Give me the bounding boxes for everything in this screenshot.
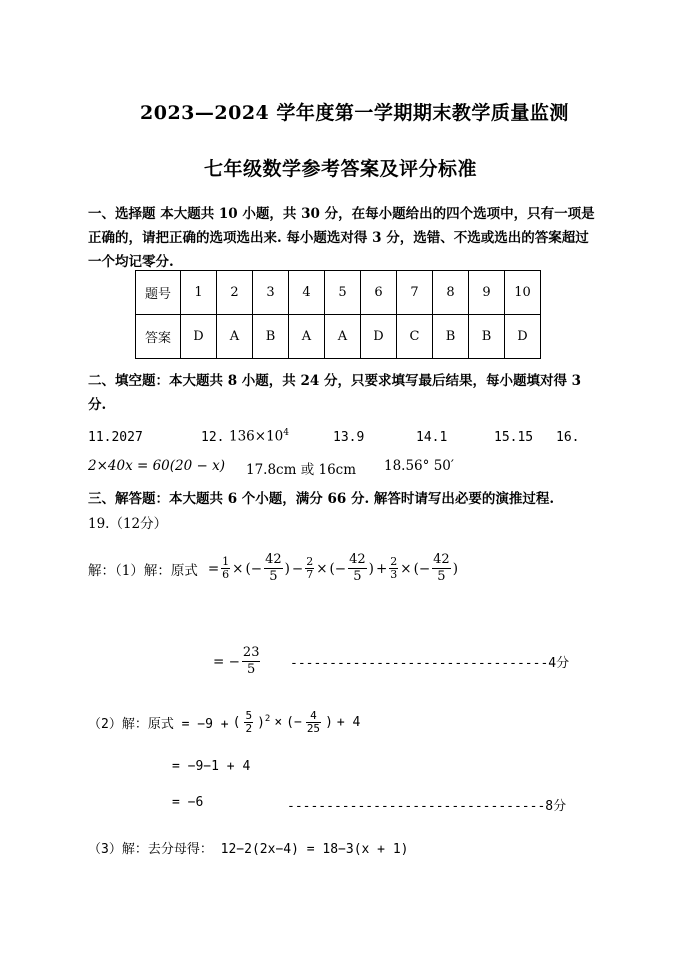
table-row-numbers — [136, 271, 541, 315]
table-cell: 7 — [397, 271, 433, 315]
table-cell: 2 — [217, 271, 253, 315]
answer-18: 18.56° 50′ — [384, 458, 454, 474]
table-cell: B — [253, 315, 289, 359]
part3-line: （3）解：去分母得： 12−2(2x−4) = 18−3(x + 1) — [88, 842, 409, 857]
fraction-2-7: $\frac{2}{7}$ — [306, 555, 314, 581]
table-cell: B — [469, 315, 505, 359]
dash-line-2: ---------------------------------8分 — [287, 799, 567, 814]
fraction-42-5: $\frac{42}{5}$ — [265, 552, 282, 584]
fraction-4-25: $\frac{4}{25}$ — [306, 709, 321, 735]
section1-line1: 一、选择题 本大题共 10 小题，共 30 分，在每小题给出的四个选项中，只有一项是 — [88, 206, 595, 222]
score-4: 4分 — [548, 656, 570, 671]
table-cell: 4 — [289, 271, 325, 315]
table-cell: D — [181, 315, 217, 359]
answer-12-label: 12. — [201, 430, 225, 445]
answer-table — [135, 270, 541, 359]
fraction-5-2: $\frac{5}{2}$ — [245, 709, 253, 735]
table-cell: 10 — [505, 271, 541, 315]
answer-12: $136\times 10^4$ — [229, 428, 289, 445]
section2-line1: 二、填空题：本大题共 8 小题，共 24 分，只要求填写最后结果，每小题填对得 3 — [88, 373, 582, 389]
table-cell: A — [289, 315, 325, 359]
table-cell-label: 答案 — [136, 315, 181, 359]
table-cell: 6 — [361, 271, 397, 315]
table-cell: A — [325, 315, 361, 359]
question-19-header: 19.（12分） — [88, 516, 168, 532]
answer-16-label: 16. — [556, 430, 580, 445]
part1-label: 解：（1）解：原式 — [88, 562, 198, 579]
table-cell: C — [397, 315, 433, 359]
table-row-answers — [136, 315, 541, 359]
answer-13: 13.9 — [333, 430, 365, 445]
fraction-42-5: $\frac{42}{5}$ — [433, 552, 450, 584]
fraction-2-3: $\frac{2}{3}$ — [390, 555, 398, 581]
fraction-23-5: $\frac{23}{5}$ — [242, 645, 260, 677]
part2-step2: = −9−1 + 4 — [172, 759, 251, 774]
table-cell: 1 — [181, 271, 217, 315]
score-8: 8分 — [545, 799, 567, 814]
section3-line1: 三、解答题：本大题共 6 个小题，满分 66 分. 解答时请写出必要的演推过程. — [88, 491, 555, 507]
title-line-1: 2023—2024 学年度第一学期期末教学质量监测 — [140, 102, 569, 124]
dash-line-1: ---------------------------------4分 — [290, 656, 570, 671]
answer-17: 17.8cm 或 16cm — [246, 462, 357, 478]
table-cell: A — [217, 315, 253, 359]
section1-line2: 正确的，请把正确的选项选出来. 每小题选对得 3 分，选错、不选或选出的答案超过 — [88, 230, 589, 246]
table-cell: 9 — [469, 271, 505, 315]
table-cell: 8 — [433, 271, 469, 315]
part2-step3: = −6 — [172, 795, 204, 810]
table-cell-label: 题号 — [136, 271, 181, 315]
answer-16: 2×40x = 60(20 − x) — [88, 458, 225, 474]
fraction-1-6: $\frac{1}{6}$ — [222, 555, 230, 581]
title-line-2: 七年级数学参考答案及评分标准 — [204, 158, 478, 180]
section2-line2: 分. — [88, 397, 107, 413]
section1-line3: 一个均记零分. — [88, 254, 174, 270]
answer-15: 15.15 — [494, 430, 534, 445]
table-cell: D — [361, 315, 397, 359]
table-cell: 5 — [325, 271, 361, 315]
table-cell: B — [433, 315, 469, 359]
part2-expression: （2）解：原式 = −9 + ( $\frac{5}{2}$ )$^2$ × (− $\frac{4}{25}$ ) + 4 — [88, 709, 361, 735]
part1-expression: 解：（1）解：原式 = $\frac{1}{6}$ × (− $\frac{42}{5}$ ) − $\frac{2}{7}$ × (− $\frac{42}{5}$ ) + $\frac{2}{3}$ × (− $\frac{42}{5}$ ) — [88, 552, 458, 584]
table-cell: D — [505, 315, 541, 359]
answer-11: 11.2027 — [88, 430, 143, 445]
fraction-42-5: $\frac{42}{5}$ — [349, 552, 366, 584]
answer-14: 14.1 — [416, 430, 448, 445]
part2-label: （2）解：原式 = −9 + — [88, 717, 229, 732]
table-cell: 3 — [253, 271, 289, 315]
part1-result: = − $\frac{23}{5}$ — [213, 645, 260, 677]
